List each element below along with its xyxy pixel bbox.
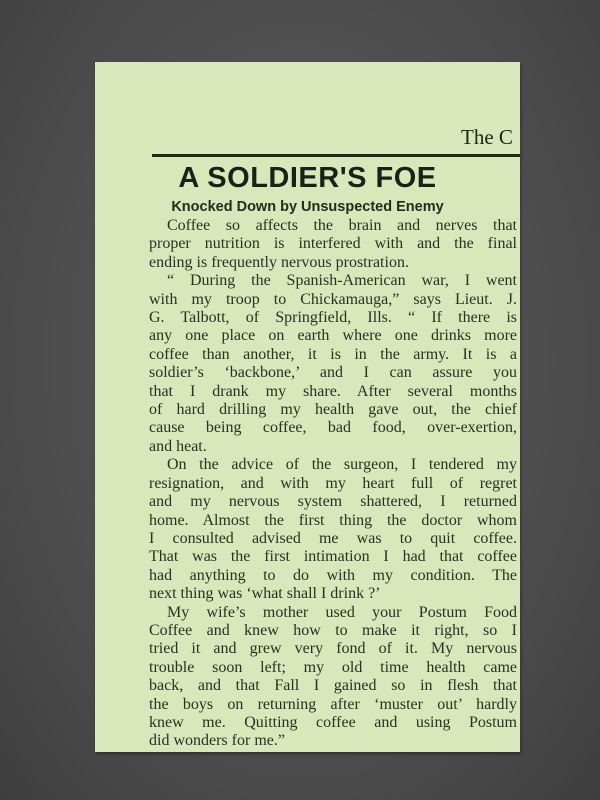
article-body: [149, 217, 517, 751]
body-line: soldier’s ‘backbone,’ and I can assure you: [149, 364, 517, 382]
body-line: and my nervous system shattered, I returned: [149, 493, 517, 511]
body-line: cause being coffee, bad food, over-exertion,: [149, 419, 517, 437]
body-line: with my troop to Chickamauga,” says Lieut. J.: [149, 290, 517, 308]
body-line: coffee than another, it is in the army. It is a: [149, 345, 517, 363]
body-line: trouble soon left; my old time health came: [149, 658, 517, 676]
body-line: that I drank my share. After several months: [149, 382, 517, 400]
body-line: home. Almost the first thing the doctor whom: [149, 511, 517, 529]
body-line: next thing was ‘what shall I drink ?’: [149, 585, 381, 603]
body-line: Coffee so affects the brain and nerves that: [167, 217, 517, 234]
body-line: of hard drilling my health gave out, the chief: [149, 401, 517, 419]
subheadline: Knocked Down by Unsuspected Enemy: [171, 199, 444, 215]
body-line: That was the first intimation I had that coffee: [149, 548, 517, 566]
body-line: G. Talbott, of Springfield, Ills. “ If there is: [149, 309, 517, 327]
body-line: any one place on earth where one drinks more: [149, 327, 517, 345]
body-line: the boys on returning after ‘muster out’ hardly: [149, 695, 517, 713]
body-line: knew me. Quitting coffee and using Postum: [149, 713, 517, 731]
body-line: had anything to do with my condition. The: [149, 566, 517, 584]
body-line: I consulted advised me was to quit coffee.: [149, 529, 517, 547]
body-line: ending is frequently nervous prostration.: [149, 253, 409, 271]
magazine-clipping: [95, 62, 520, 752]
body-line: proper nutrition is interfered with and the final: [149, 235, 517, 253]
body-line: did wonders for me.”: [149, 732, 285, 750]
body-line: tried it and grew very fond of it. My nervous: [149, 640, 517, 658]
body-line: On the advice of the surgeon, I tendered my: [167, 456, 517, 474]
body-line: back, and that Fall I gained so in flesh that: [149, 677, 517, 695]
body-line: resignation, and with my heart full of regret: [149, 474, 517, 492]
header-rule: [152, 154, 520, 157]
body-line: “ During the Spanish-American war, I went: [167, 272, 517, 290]
headline: A SOLDIER'S FOE: [178, 162, 437, 194]
body-line: My wife’s mother used your Postum Food: [167, 603, 517, 621]
page-header-fragment: The C: [461, 125, 513, 149]
body-line: Coffee and knew how to make it right, so I: [149, 621, 517, 639]
body-line: and heat.: [149, 437, 207, 455]
